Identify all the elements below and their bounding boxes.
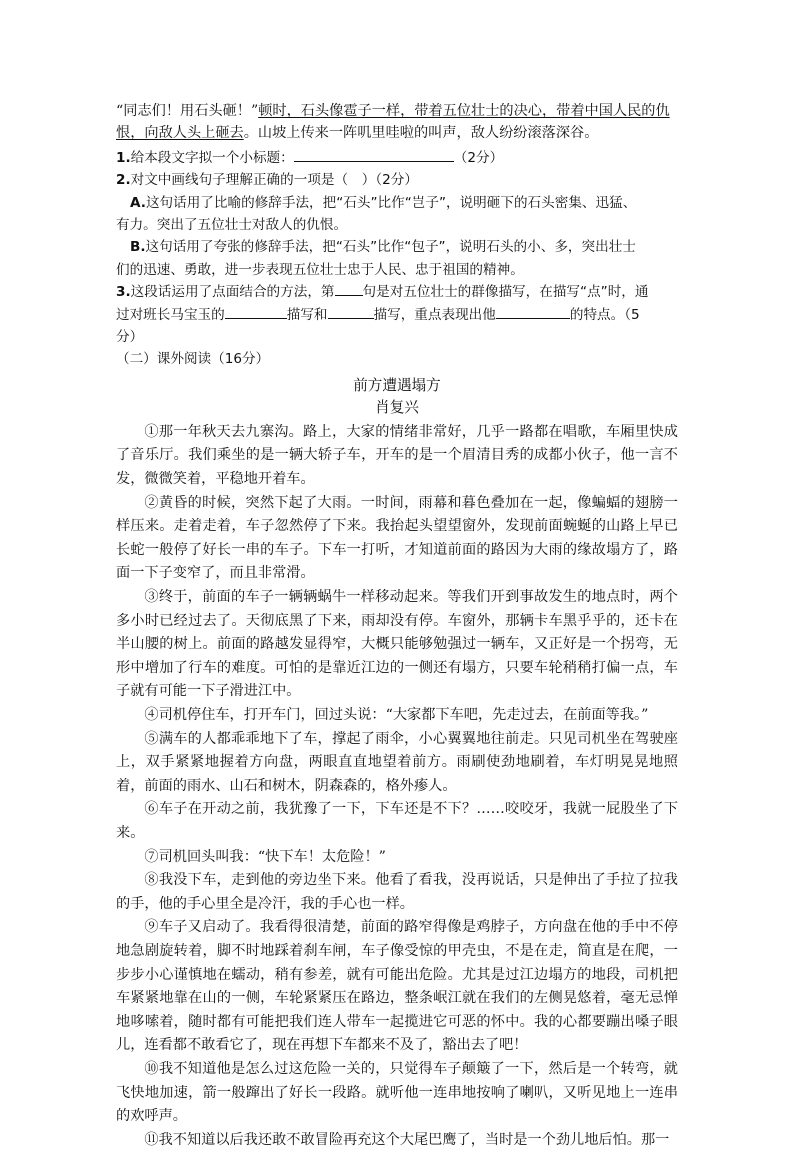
article-title: 前方遭遇塌方 — [353, 376, 441, 394]
intro-line-2 — [116, 122, 678, 144]
page-content — [116, 100, 678, 1152]
article-paragraph: ⑩我不知道他是怎么过这危险一关的，只觉得车子颠簸了一下，然后是一个转弯，就飞快地加速，箭一般蹿出了好长一段路。就听他一连串地按响了喇叭，又听见地上一连串的欢呼声。 — [116, 1060, 678, 1125]
article-paragraph: ③终于，前面的车子一辆辆蜗牛一样移动起来。等我们开到事故发生的地点时，两个多小时已经过去了。天彻底黑了下来，雨却没有停。车窗外，那辆卡车黑乎乎的，还卡在半山腰的树上。前面的路越发显得窄，大概只能够勉强过一辆车，又正好是一个拐弯，无形中增加了行车的难度。可怕的是靠近江边的一侧还有塌方，只要车轮稍稍打偏一点，车子就有可能一下子滑进江中。 — [116, 589, 678, 700]
option-a[interactable]: A.这句话用了比喻的修辞手法，把“石头”比作“岂子”，说明砸下的石头密集、迅猛、 — [130, 194, 637, 211]
question-3: 3.这段话运用了点面结合的方法，第 句是对五位壮士的群像描写，在描写“点”时，通 — [116, 281, 678, 303]
article-paragraph: ②黄昏的时候，突然下起了大雨。一时间，雨幕和暮色叠加在一起，像蝙蝠的翅膀一样压来。走着走着，车子忽然停了下来。我抬起头望望窗外，发现前面蜿蜒的山路上早已长蛇一般停了好长一串的车子。下车一打听，才知道前面的路因为大雨的缘故塌方了，路面一下子变窄了，而且非常滑。 — [116, 494, 678, 582]
intro-underlined-1: 顿时，石头像雹子一样，带着五位壮士的决心，带着中国人民的仇 — [258, 103, 670, 119]
article-paragraph: ⑪我不知道以后我还敢不敢冒险再充这个大尾巴鹰了，当时是一个劲儿地后怕。那一 — [144, 1131, 670, 1148]
answer-blank-sentence[interactable] — [335, 281, 363, 296]
answer-blank-desc-1[interactable] — [225, 304, 287, 319]
answer-blank-trait[interactable] — [496, 304, 570, 319]
question-1: 1.给本段文字拟一个小标题： （2分） — [116, 147, 678, 169]
article-body — [116, 421, 678, 1152]
option-b[interactable]: B.这句话用了夸张的修辞手法，把“石头”比作“包子”，说明石头的小、多，突出壮士 — [130, 239, 636, 256]
article-author: 肖复兴 — [375, 398, 419, 416]
option-a-cont: 有力。突出了五位壮士对敌人的仇恨。 — [116, 217, 348, 234]
intro-rest: 。山坡上传来一阵叽里哇啦的叫声，敌人纷纷滚落深谷。 — [243, 125, 599, 142]
intro-quote: “同志们！用石头砸！” — [116, 103, 259, 119]
article-paragraph: ⑧我没下车，走到他的旁边坐下来。他看了看我，没再说话，只是伸出了手拉了拉我的手，他的手心里全是冷汗，我的手心也一样。 — [116, 872, 678, 912]
option-b-cont: 们的迅速、勇敢，进一步表现五位壮士忠于人民、忠于祖国的精神。 — [116, 261, 524, 278]
answer-blank-desc-2[interactable] — [328, 304, 374, 319]
section-heading: （二）课外阅读（16分） — [116, 351, 270, 368]
article-paragraph: ①那一年秋天去九寨沟。路上，大家的情绪非常好，几乎一路都在唱歌，车厢里快成了音乐厅。我们乘坐的是一辆大轿子车，开车的是一个眉清目秀的成都小伙子，他一言不发，微微笑着，平稳地开着车。 — [116, 423, 678, 488]
article-paragraph: ④司机停住车，打开车门，回过头说：“大家都下车吧，先走过去，在前面等我。” — [144, 707, 649, 723]
question-3-line-3: 分） — [116, 329, 144, 346]
question-3-line-2: 过对班长马宝玉的 描写和 描写，重点表现出他 的特点。（5 — [116, 304, 678, 326]
intro-underlined-2: 恨，向敌人头上砸去 — [116, 125, 244, 142]
article-paragraph: ⑤满车的人都乖乖地下了车，撑起了雨伞，小心翼翼地往前走。只见司机坐在驾驶座上，双手紧紧地握着方向盘，两眼直直地望着前方。雨刷使劲地刷着，车灯明晃晃地照着，前面的雨水、山石和树木，阴森森的，格外瘆人。 — [116, 730, 678, 794]
article-paragraph: ⑨车子又启动了。我看得很清楚，前面的路窄得像是鸡脖子，方向盘在他的手中不停地急剧旋转着，脚不时地踩着刹车闸，车子像受惊的甲壳虫，不是在走，简直是在爬，一步步小心谨慎地在蠕动，稍有参差，就有可能出危险。尤其是过江边塌方的地段，司机把车紧紧地靠在山的一侧，车轮紧紧压在路边，整条岷江就在我们的左侧晃悠着，毫无忌惮地哆嗦着，随时都有可能把我们连人带车一起揽进它可恶的怀中。我的心都要蹦出嗓子眼儿，连看都不敢看它了，现在再想下车都来不及了，豁出去了吧！ — [116, 919, 678, 1054]
answer-blank-title[interactable] — [294, 147, 454, 162]
question-2: 2.对文中画线句子理解正确的一项是（ ）（2分） — [116, 172, 418, 189]
article-paragraph: ⑦司机回头叫我：“快下车！太危险！” — [144, 848, 386, 865]
intro-line-1 — [116, 100, 678, 122]
article-paragraph: ⑥车子在开动之前，我犹豫了一下，下车还是不下？……咬咬牙，我就一屁股坐了下来。 — [116, 801, 678, 841]
